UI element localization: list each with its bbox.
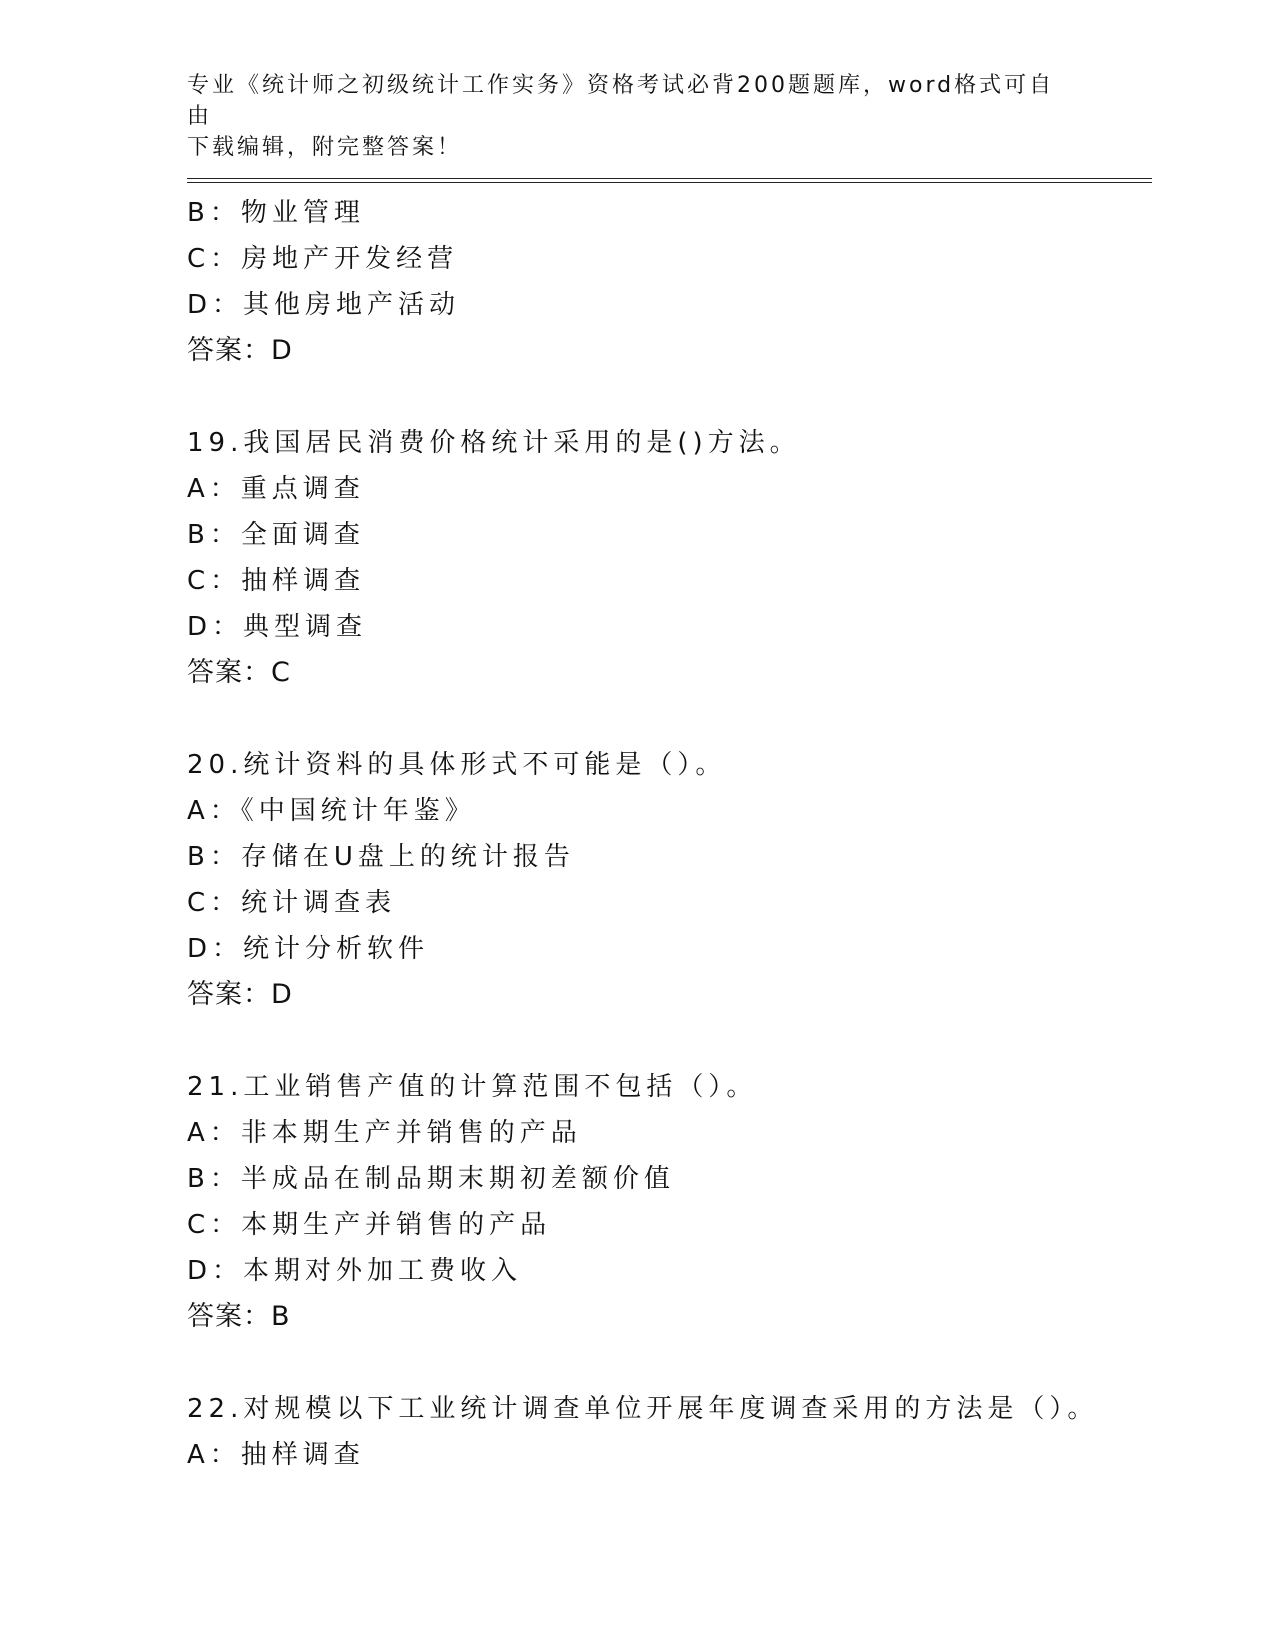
spacer: [187, 696, 1152, 742]
spacer: [187, 1340, 1152, 1386]
question-stem: 22.对规模以下工业统计调查单位开展年度调查采用的方法是（）。: [187, 1394, 1099, 1424]
option-c: C：抽样调查: [187, 566, 366, 596]
option-d: D：典型调查: [187, 612, 368, 642]
option-d: D：其他房地产活动: [187, 290, 461, 320]
option-b: B：存储在U盘上的统计报告: [187, 842, 575, 872]
header-divider-top: [187, 178, 1152, 179]
answer: 答案：D: [187, 979, 293, 1010]
question-21: [187, 1064, 1152, 1340]
option-b: B：半成品在制品期末期初差额价值: [187, 1164, 675, 1194]
question-stem: 19.我国居民消费价格统计采用的是()方法。: [187, 428, 801, 458]
option-a: A：非本期生产并销售的产品: [187, 1118, 582, 1148]
document-header: [187, 70, 1067, 163]
question-18-continued: [187, 190, 1152, 374]
option-b: B：物业管理: [187, 198, 365, 228]
answer: 答案：D: [187, 335, 293, 366]
spacer: [187, 374, 1152, 420]
option-a: A：重点调查: [187, 474, 365, 504]
header-line-2: 下载编辑，附完整答案！: [187, 135, 463, 160]
option-a: A：《中国统计年鉴》: [187, 796, 476, 826]
option-d: D：本期对外加工费收入: [187, 1256, 523, 1286]
option-c: C：房地产开发经营: [187, 244, 459, 274]
option-d: D：统计分析软件: [187, 934, 430, 964]
answer: 答案：B: [187, 1301, 291, 1332]
option-a: A：抽样调查: [187, 1440, 365, 1470]
option-b: B：全面调查: [187, 520, 365, 550]
question-stem: 21.工业销售产值的计算范围不包括（）。: [187, 1072, 758, 1102]
header-divider-bottom: [187, 182, 1152, 183]
header-line-1: 专业《统计师之初级统计工作实务》资格考试必背200题题库，word格式可自由: [187, 73, 1055, 129]
question-22: [187, 1386, 1152, 1478]
question-stem: 20.统计资料的具体形式不可能是（）。: [187, 750, 727, 780]
question-19: [187, 420, 1152, 696]
option-c: C：统计调查表: [187, 888, 397, 918]
answer: 答案：C: [187, 657, 291, 688]
option-c: C：本期生产并销售的产品: [187, 1210, 552, 1240]
question-20: [187, 742, 1152, 1018]
question-list: [187, 190, 1152, 1478]
spacer: [187, 1018, 1152, 1064]
